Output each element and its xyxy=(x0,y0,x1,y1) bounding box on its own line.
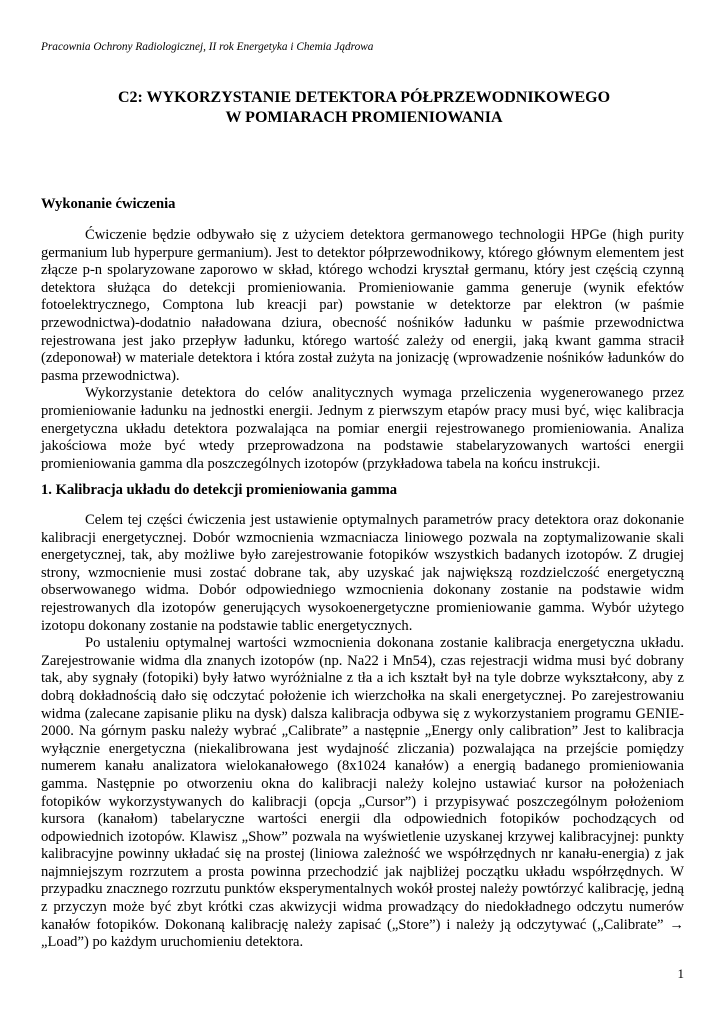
section-calibration-body xyxy=(41,512,684,952)
title-line-2: W POMIARACH PROMIENIOWANIA xyxy=(225,109,503,126)
title-line-1: C2: WYKORZYSTANIE DETEKTORA PÓŁPRZEWODNIKOWEGO xyxy=(117,89,611,106)
paragraph: Po ustaleniu optymalnej wartości wzmocnienia dokonana zostanie kalibracja energetyczna układu. Zarejestrowanie widma dla znanych izotopów (np. Na22 i Mn54), czas rejestracji widma musi być dobrany tak, aby sygnały (fotopiki) były łatwo wyróżnialne z tła a ich kształt był na tyle dobrze wykształcony, aby z dobrą dokładnością dało się odczytać położenie ich wierzchołka na skali energetycznej. Po zarejestrowaniu widma (zalecane zapisanie pliku na dysk) dalsza kalibracja odbywa się z wykorzystaniem programu GENIE-2000. Na górnym pasku należy wybrać „Calibrate” a następnie „Energy only calibration” Jest to kalibracja wyłącznie energetyczna (niekalibrowana jest wydajność zliczania) pozwalająca na przejście pomiędzy numerem kanału analizatora wielokanałowego (8x1024 kanałów) a energią badanego promieniowania gamma. Następnie po otworzeniu okna do kalibracji należy kolejno ustawiać kursor na położeniach fotopików wykorzystywanych do kalibracji (opcja „Cursor”) i przypisywać poszczególnym położeniom kursora (kanałom) tabelaryczne wartości energii dla odpowiednich fotopików pochodzących od odpowiednich izotopów. Klawisz „Show” pozwala na wyświetlenie uzyskanej krzywej kalibracyjnej: punkty kalibracyjne powinny układać się na prostej (liniowa zależność we współrzędnych nr kanału-energia) z jak najmniejszym rozrzutem a prosta powinna przechodzić jak najbliżej początku układu współrzędnych. W przypadku znacznego rozrzutu punktów eksperymentalnych wokół prostej należy powtórzyć kalibrację, jedną z przyczyn może być zbyt krótki czas akwizycji widma prowadzący do niedokładnego odczytu numerów kanałów fotopików. Dokonaną kalibrację należy zapisać („Store”) i należy ją odczytywać („Calibrate” → „Load”) po każdym uruchomieniu detektora. xyxy=(41,635,684,951)
document-title xyxy=(41,88,687,128)
section-heading-calibration: 1. Kalibracja układu do detekcji promieniowania gamma xyxy=(41,482,398,498)
section-heading-intro: Wykonanie ćwiczenia xyxy=(41,196,176,212)
paragraph: Ćwiczenie będzie odbywało się z użyciem detektora germanowego technologii HPGe (high purity germanium lub hyperpure germanium). Jest to detektor półprzewodnikowy, którego głównym elementem jest złącze p-n spolaryzowane zaporowo w skład, którego wchodzi kryształ germanu, który jest częścią czynną detektora służąca do detekcji promieniowania. Promieniowanie gamma generuje (wynik efektów fotoelektrycznego, Comptona lub kreacji par) powstanie w detektorze par elektron (w paśmie przewodnictwa)-dodatnio naładowana dziura, obecność nośników ładunku w paśmie przewodnictwa rejestrowana jest jako przepływ ładunku, którego wartość zależy od energii, jaką kwant gamma stracił (zdeponował) w materiale detektora i która został zużyta na jonizację (wprowadzenie nośników ładunków do pasma przewodnictwa). xyxy=(41,227,684,384)
page-number: 1 xyxy=(677,966,684,981)
paragraph: Celem tej części ćwiczenia jest ustawienie optymalnych parametrów pracy detektora oraz dokonanie kalibracji energetycznej. Dobór wzmocnienia wzmacniacza liniowego pozwala na zoptymalizowanie skali energetycznej, tak, aby możliwe było zarejestrowanie fotopików wszystkich badanych izotopów. Z drugiej strony, wzmocnienie musi zostać dobrane tak, aby uzyskać jak największą rozdzielczość energetyczną obserwowanego widma. Dobór odpowiedniego wzmocnienia dokonany zostanie na podstawie widm rejestrowanych dla izotopów generujących wysokoenergetyczne promieniowanie gamma. Wybór użytego izotopu dokonany zostanie na podstawie tablic energetycznych. xyxy=(41,512,684,634)
running-header: Pracownia Ochrony Radiologicznej, II rok Energetyka i Chemia Jądrowa xyxy=(41,41,374,53)
section-intro-body xyxy=(41,227,684,473)
paragraph: Wykorzystanie detektora do celów analitycznych wymaga przeliczenia wygenerowanego przez promieniowanie ładunku na jednostki energii. Jednym z pierwszym etapów pracy musi być, więc kalibracja energetyczna układu detektora pozwalająca na pomiar energii rejestrowanego promieniowania. Analiza jakościowa może być wtedy przeprowadzona na podstawie stabelaryzowanych wartości energii promieniowania gamma dla poszczególnych izotopów (przykładowa tabela na końcu instrukcji. xyxy=(41,385,684,472)
